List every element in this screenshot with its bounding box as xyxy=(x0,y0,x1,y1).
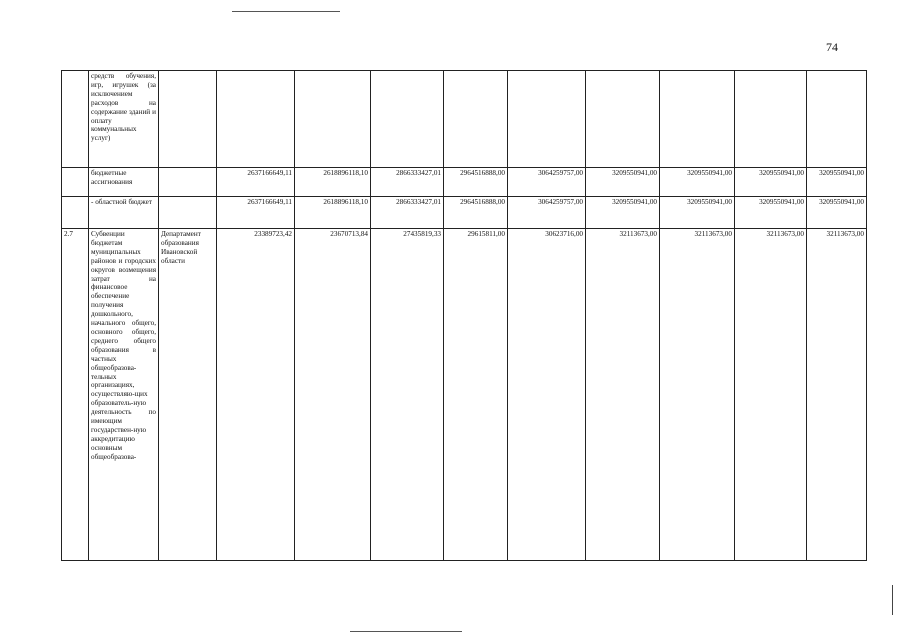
value-cell: 3209550941,00 xyxy=(735,197,807,229)
value-cell: 2866333427,01 xyxy=(371,168,444,197)
value-cell: 3209550941,00 xyxy=(807,168,867,197)
value-cell: 2618896118,10 xyxy=(295,168,371,197)
value-cell: 32113673,00 xyxy=(735,229,807,561)
row-index xyxy=(62,168,89,197)
value-cell: 3209550941,00 xyxy=(586,168,660,197)
budget-table xyxy=(61,70,867,561)
row-department xyxy=(159,197,217,229)
row-department: Департамент образования Ивановской области xyxy=(159,229,217,561)
row-index xyxy=(62,197,89,229)
value-cell: 23670713,84 xyxy=(295,229,371,561)
row-description: бюджетные ассигнования xyxy=(89,168,159,197)
value-cell: 32113673,00 xyxy=(586,229,660,561)
value-cell: 3209550941,00 xyxy=(807,197,867,229)
page-number: 74 xyxy=(826,40,838,54)
value-cell: 3209550941,00 xyxy=(586,197,660,229)
value-cell: 30623716,00 xyxy=(508,229,586,561)
scan-artifact-edge xyxy=(892,585,893,615)
value-cell: 2964516888,00 xyxy=(444,197,508,229)
value-cell xyxy=(217,71,295,168)
value-cell: 23389723,42 xyxy=(217,229,295,561)
value-cell xyxy=(586,71,660,168)
row-index xyxy=(62,71,89,168)
value-cell: 3209550941,00 xyxy=(660,168,735,197)
row-description: Субвенции бюджетам муниципальных районов и городских округов возмещения затрат на финансовое обеспечение получения дошкольного, начального общего, основного общего, среднего общего образования в частных общеобразова-тельных организациях, осуществляю-щих образователь-ную деятельность по имеющим государствен-ную аккредитацию основным общеобразова- xyxy=(89,229,159,561)
row-index: 2.7 xyxy=(62,229,89,561)
value-cell: 2866333427,01 xyxy=(371,197,444,229)
value-cell: 3209550941,00 xyxy=(660,197,735,229)
value-cell: 29615811,00 xyxy=(444,229,508,561)
table-row xyxy=(62,168,867,197)
value-cell xyxy=(807,71,867,168)
value-cell: 2964516888,00 xyxy=(444,168,508,197)
table-row xyxy=(62,71,867,168)
value-cell: 3064259757,00 xyxy=(508,168,586,197)
value-cell xyxy=(444,71,508,168)
value-cell: 3209550941,00 xyxy=(735,168,807,197)
scan-artifact-line xyxy=(350,631,462,632)
table-row xyxy=(62,197,867,229)
value-cell xyxy=(295,71,371,168)
value-cell: 27435819,33 xyxy=(371,229,444,561)
value-cell xyxy=(660,71,735,168)
value-cell xyxy=(371,71,444,168)
value-cell xyxy=(735,71,807,168)
table-row xyxy=(62,229,867,561)
row-department xyxy=(159,71,217,168)
row-description: - областной бюджет xyxy=(89,197,159,229)
value-cell: 32113673,00 xyxy=(660,229,735,561)
row-description: средств обучения, игр, игрушек (за исключением расходов на содержание зданий и оплату коммунальных услуг) xyxy=(89,71,159,168)
value-cell: 32113673,00 xyxy=(807,229,867,561)
value-cell: 3064259757,00 xyxy=(508,197,586,229)
value-cell: 2637166649,11 xyxy=(217,197,295,229)
value-cell: 2618896118,10 xyxy=(295,197,371,229)
scan-artifact-line xyxy=(232,11,340,12)
value-cell xyxy=(508,71,586,168)
value-cell: 2637166649,11 xyxy=(217,168,295,197)
row-department xyxy=(159,168,217,197)
